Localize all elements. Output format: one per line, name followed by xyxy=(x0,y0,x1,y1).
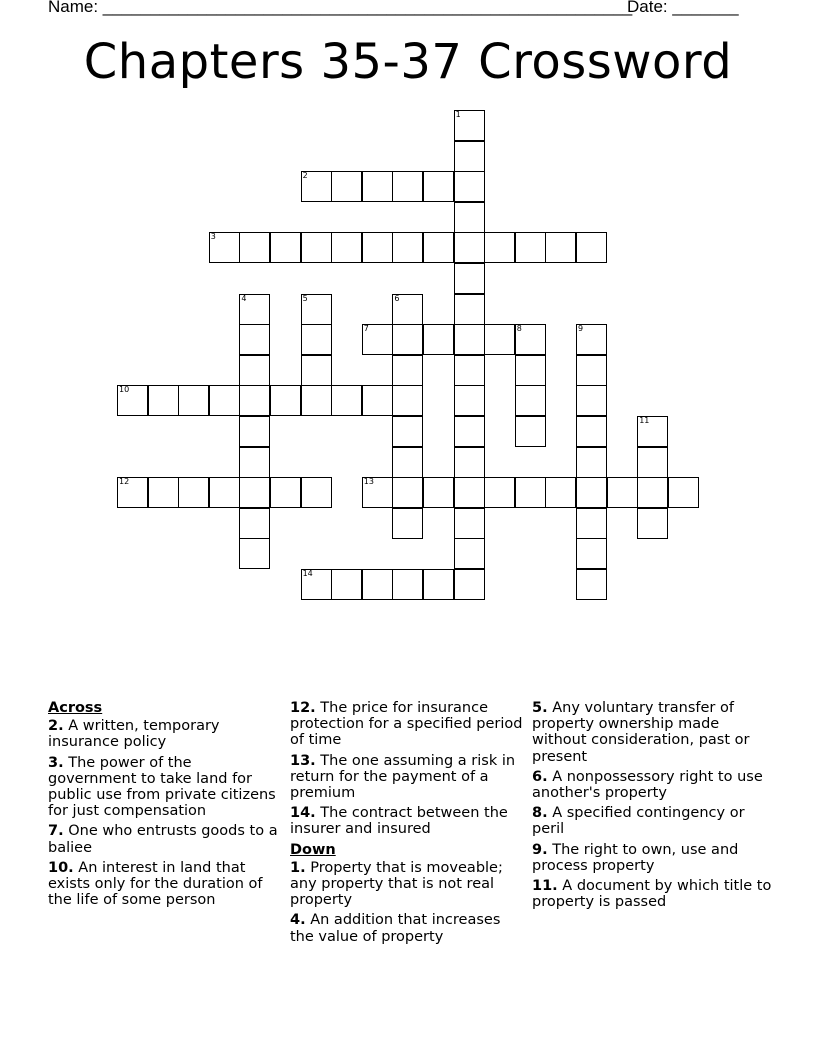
grid-cell[interactable] xyxy=(637,508,668,539)
clues-column-1 xyxy=(48,700,278,912)
clue-down-5: 5. Any voluntary transfer of property ownership made without consideration, past or present xyxy=(532,700,750,765)
grid-cell[interactable] xyxy=(270,477,301,508)
grid-cell[interactable] xyxy=(484,477,515,508)
grid-cell[interactable] xyxy=(239,416,270,447)
grid-cell[interactable] xyxy=(576,232,607,263)
grid-cell[interactable] xyxy=(454,508,485,539)
clue-across-3: 3. The power of the government to take land for public use from private citizens for just compensation xyxy=(48,754,276,820)
clue-down-6: 6. A nonpossessory right to use another's property xyxy=(532,768,763,802)
grid-cell[interactable] xyxy=(454,569,485,600)
grid-cell[interactable] xyxy=(362,171,393,202)
clue-number: 7 xyxy=(363,324,369,334)
grid-cell[interactable] xyxy=(362,477,393,508)
clue-across-2: 2. A written, temporary insurance policy xyxy=(48,718,220,751)
grid-cell[interactable] xyxy=(576,447,607,478)
clue-across-10: 10. An interest in land that exists only for the duration of the life of some person xyxy=(48,859,263,909)
grid-cell[interactable] xyxy=(392,232,423,263)
grid-cell[interactable] xyxy=(576,385,607,416)
grid-cell[interactable] xyxy=(209,232,240,263)
grid-cell[interactable] xyxy=(331,385,362,416)
clue-number: 2 xyxy=(302,171,308,181)
grid-cell[interactable] xyxy=(637,416,668,447)
grid-cell[interactable] xyxy=(362,324,393,355)
grid-cell[interactable] xyxy=(392,416,423,447)
grid-cell[interactable] xyxy=(239,385,270,416)
grid-cell[interactable] xyxy=(148,477,179,508)
grid-cell[interactable] xyxy=(301,569,332,600)
grid-cell[interactable] xyxy=(484,324,515,355)
grid-cell[interactable] xyxy=(515,355,546,386)
clue-down-4: 4. An addition that increases the value of property xyxy=(290,912,501,945)
clue-number: 4 xyxy=(241,293,247,303)
grid-cell[interactable] xyxy=(178,477,209,508)
clue-across-14: 14. The contract between the insurer and insured xyxy=(290,805,508,838)
grid-cell[interactable] xyxy=(515,416,546,447)
name-field-label: Name: ________________________________________________________ xyxy=(48,0,633,16)
grid-cell[interactable] xyxy=(515,477,546,508)
grid-cell[interactable] xyxy=(484,232,515,263)
down-heading: Down xyxy=(290,841,336,858)
clue-down-1: 1. Property that is moveable; any property that is not real property xyxy=(290,859,503,909)
grid-cell[interactable] xyxy=(454,355,485,386)
grid-cell[interactable] xyxy=(637,477,668,508)
clue-down-8: 8. A specified contingency or peril xyxy=(532,805,745,838)
grid-cell[interactable] xyxy=(239,294,270,325)
grid-cell[interactable] xyxy=(576,355,607,386)
grid-cell[interactable] xyxy=(178,385,209,416)
grid-cell[interactable] xyxy=(423,171,454,202)
grid-cell[interactable] xyxy=(454,171,485,202)
grid-cell[interactable] xyxy=(362,232,393,263)
grid-cell[interactable] xyxy=(454,477,485,508)
grid-cell[interactable] xyxy=(637,447,668,478)
grid-cell[interactable] xyxy=(117,385,148,416)
grid-cell[interactable] xyxy=(454,263,485,294)
clue-down-11: 11. A document by which title to property is passed xyxy=(532,878,772,911)
clue-number: 6 xyxy=(394,293,400,303)
grid-cell[interactable] xyxy=(423,324,454,355)
grid-cell[interactable] xyxy=(454,294,485,325)
grid-cell[interactable] xyxy=(331,569,362,600)
grid-cell[interactable] xyxy=(392,569,423,600)
grid-cell[interactable] xyxy=(301,294,332,325)
grid-cell[interactable] xyxy=(423,569,454,600)
grid-cell[interactable] xyxy=(454,141,485,172)
grid-cell[interactable] xyxy=(239,538,270,569)
clue-number: 10 xyxy=(119,385,130,395)
grid-cell[interactable] xyxy=(362,569,393,600)
grid-cell[interactable] xyxy=(515,324,546,355)
grid-cell[interactable] xyxy=(392,385,423,416)
grid-cell[interactable] xyxy=(576,569,607,600)
clue-number: 8 xyxy=(516,324,522,334)
grid-cell[interactable] xyxy=(454,385,485,416)
grid-cell[interactable] xyxy=(545,232,576,263)
grid-cell[interactable] xyxy=(331,171,362,202)
clue-number: 5 xyxy=(302,293,308,303)
grid-cell[interactable] xyxy=(392,355,423,386)
grid-cell[interactable] xyxy=(239,324,270,355)
grid-cell[interactable] xyxy=(454,202,485,233)
grid-cell[interactable] xyxy=(607,477,638,508)
grid-cell[interactable] xyxy=(515,232,546,263)
grid-cell[interactable] xyxy=(270,232,301,263)
grid-cell[interactable] xyxy=(545,477,576,508)
grid-cell[interactable] xyxy=(576,508,607,539)
clue-number: 9 xyxy=(578,324,584,334)
grid-cell[interactable] xyxy=(454,110,485,141)
clues-column-3 xyxy=(532,700,772,914)
grid-cell[interactable] xyxy=(362,385,393,416)
date-field-label: Date: _______ xyxy=(627,0,739,16)
grid-cell[interactable] xyxy=(392,294,423,325)
grid-cell[interactable] xyxy=(239,508,270,539)
across-heading: Across xyxy=(48,700,103,716)
grid-cell[interactable] xyxy=(454,447,485,478)
grid-cell[interactable] xyxy=(392,477,423,508)
grid-cell[interactable] xyxy=(301,232,332,263)
grid-cell[interactable] xyxy=(454,324,485,355)
clue-number: 11 xyxy=(639,416,650,425)
grid-cell[interactable] xyxy=(576,324,607,355)
grid-cell[interactable] xyxy=(423,232,454,263)
grid-cell[interactable] xyxy=(239,232,270,263)
grid-cell[interactable] xyxy=(515,385,546,416)
grid-cell[interactable] xyxy=(239,355,270,386)
grid-cell[interactable] xyxy=(576,538,607,569)
grid-cell[interactable] xyxy=(576,416,607,447)
grid-cell[interactable] xyxy=(392,447,423,478)
clue-number: 13 xyxy=(363,477,374,487)
grid-cell[interactable] xyxy=(331,232,362,263)
grid-cell[interactable] xyxy=(148,385,179,416)
grid-cell[interactable] xyxy=(239,447,270,478)
grid-cell[interactable] xyxy=(392,171,423,202)
grid-cell[interactable] xyxy=(301,355,332,386)
grid-cell[interactable] xyxy=(239,477,270,508)
clue-across-7: 7. One who entrusts goods to a baliee xyxy=(48,823,278,856)
grid-cell[interactable] xyxy=(454,416,485,447)
grid-cell[interactable] xyxy=(301,171,332,202)
grid-cell[interactable] xyxy=(301,385,332,416)
clue-down-9: 9. The right to own, use and process property xyxy=(532,841,739,874)
grid-cell[interactable] xyxy=(454,232,485,263)
clue-number: 12 xyxy=(119,477,130,487)
grid-cell[interactable] xyxy=(209,385,240,416)
clue-number: 1 xyxy=(455,110,461,119)
grid-cell[interactable] xyxy=(668,477,699,508)
grid-cell[interactable] xyxy=(423,477,454,508)
page-title: Chapters 35-37 Crossword xyxy=(83,34,733,90)
clue-across-13: 13. The one assuming a risk in return for the payment of a premium xyxy=(290,752,516,802)
grid-cell[interactable] xyxy=(270,385,301,416)
grid-cell[interactable] xyxy=(392,324,423,355)
grid-cell[interactable] xyxy=(576,477,607,508)
grid-cell[interactable] xyxy=(301,324,332,355)
clue-across-12: 12. The price for insurance protection for a specified period of time xyxy=(290,700,523,749)
grid-cell[interactable] xyxy=(392,508,423,539)
grid-cell[interactable] xyxy=(454,538,485,569)
clue-number: 14 xyxy=(302,569,313,578)
grid-cell[interactable] xyxy=(301,477,332,508)
grid-cell[interactable] xyxy=(209,477,240,508)
clue-number: 3 xyxy=(210,232,216,242)
clues-column-2 xyxy=(290,700,525,949)
grid-cell[interactable] xyxy=(117,477,148,508)
